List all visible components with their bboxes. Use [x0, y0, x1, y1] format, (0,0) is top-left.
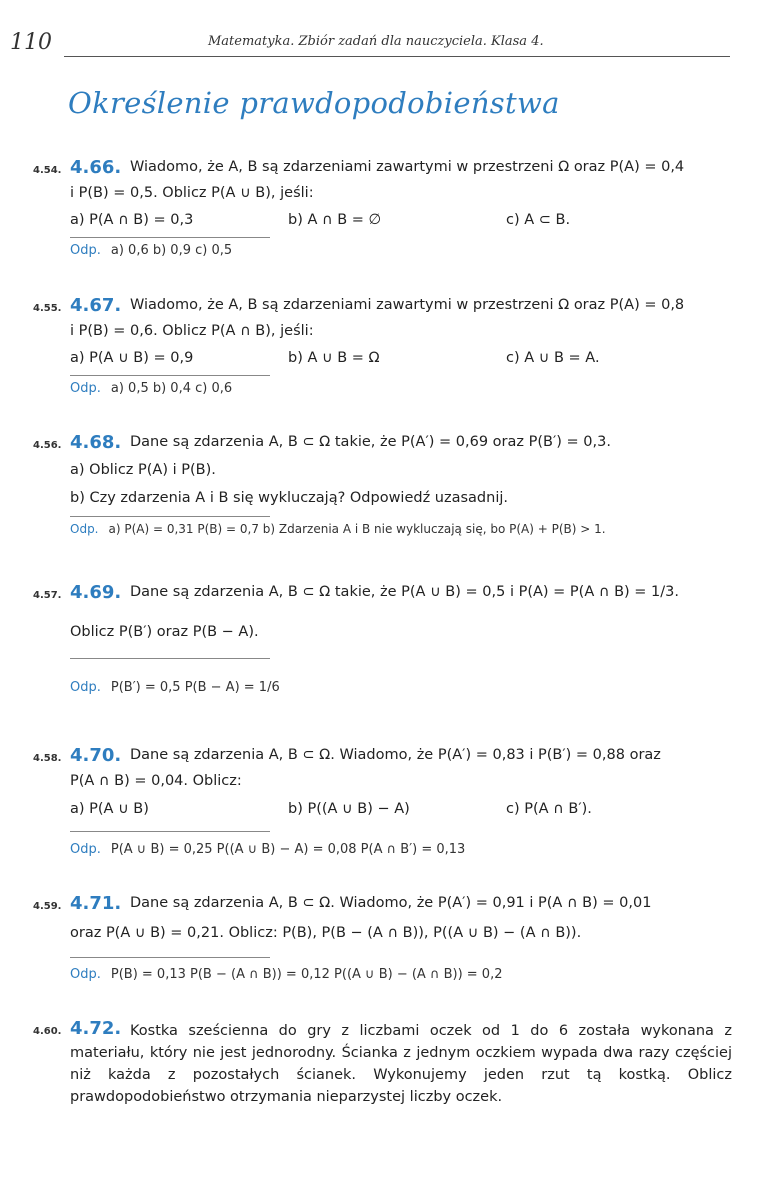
answer-label: Odp. [70, 522, 99, 536]
answer-rule [70, 831, 270, 832]
part-b: b) A ∩ B = ∅ [288, 212, 382, 228]
problem-text-line: Dane są zdarzenia A, B ⊂ Ω takie, że P(A′) = 0,69 oraz P(B′) = 0,3. [130, 434, 611, 450]
problem-text: Kostka sześcienna do gry z liczbami oczek od 1 do 6 została wykonana z materiału, który nie jest jednorodny. Ścianka z jednym oczkiem wypada dwa razy częściej niż każda z pozostałych ścianek. Wykonujemy jeden rzut tą kostką. Oblicz prawdopodobieństwo otrzymania nieparzystej liczby oczek. [70, 1023, 732, 1105]
problem-number: 4.68. [70, 432, 122, 453]
problem-text-line: Wiadomo, że A, B są zdarzeniami zawartymi w przestrzeni Ω oraz P(A) = 0,4 [130, 159, 685, 175]
problem-text-line: a) Oblicz P(A) i P(B). [70, 462, 216, 478]
answer-text: P(A ∪ B) = 0,25 P((A ∪ B) − A) = 0,08 P(A ∩ B′) = 0,13 [110, 842, 466, 857]
answer-rule [70, 237, 270, 238]
problem-text-line: Wiadomo, że A, B są zdarzeniami zawartymi w przestrzeni Ω oraz P(A) = 0,8 [130, 297, 685, 313]
problem-code: 4.55. [33, 303, 62, 314]
problem-number: 4.66. [70, 157, 122, 178]
problem-code: 4.56. [33, 440, 62, 451]
answer-label: Odp. [70, 842, 101, 857]
problem-text-line: Dane są zdarzenia A, B ⊂ Ω takie, że P(A ∪ B) = 0,5 i P(A) = P(A ∩ B) = 1/3. [130, 584, 679, 600]
problem-text-line: P(A ∩ B) = 0,04. Oblicz: [70, 773, 242, 789]
part-c: c) P(A ∩ B′). [506, 801, 592, 817]
problem-number: 4.71. [70, 893, 122, 914]
problem-text-line: Dane są zdarzenia A, B ⊂ Ω. Wiadomo, że P(A′) = 0,91 i P(A ∩ B) = 0,01 [130, 895, 652, 911]
answer [70, 680, 280, 695]
answer-label: Odp. [70, 243, 101, 258]
problem-code: 4.54. [33, 165, 62, 176]
answer-label: Odp. [70, 680, 101, 695]
part-b: b) A ∪ B = Ω [288, 350, 380, 366]
answer-text: a) 0,6 b) 0,9 c) 0,5 [110, 243, 233, 258]
answer-text: a) 0,5 b) 0,4 c) 0,6 [110, 381, 233, 396]
answer [70, 381, 232, 396]
answer-text: P(B′) = 0,5 P(B − A) = 1/6 [110, 680, 280, 695]
answer [70, 842, 465, 857]
part-c: c) A ⊂ B. [506, 212, 571, 228]
answer [70, 522, 606, 536]
answer-rule [70, 658, 270, 659]
section-title: Określenie prawdopodobieństwa [68, 86, 560, 120]
answer-text: a) P(A) = 0,31 P(B) = 0,7 b) Zdarzenia A i B nie wykluczają się, bo P(A) + P(B) > 1. [108, 522, 606, 536]
problem-parts [70, 212, 571, 228]
problem-text-line: b) Czy zdarzenia A i B się wykluczają? Odpowiedź uzasadnij. [70, 490, 508, 506]
answer [70, 967, 502, 982]
answer-label: Odp. [70, 967, 101, 982]
problem-parts [70, 801, 592, 817]
part-c: c) A ∪ B = A. [506, 350, 600, 366]
problem-text-line: i P(B) = 0,6. Oblicz P(A ∩ B), jeśli: [70, 323, 314, 339]
problem-parts [70, 350, 600, 366]
answer-text: P(B) = 0,13 P(B − (A ∩ B)) = 0,12 P((A ∪ B) − (A ∩ B)) = 0,2 [110, 967, 503, 982]
problem-number: 4.70. [70, 745, 122, 766]
page-number: 110 [10, 30, 52, 55]
part-a: a) P(A ∩ B) = 0,3 [70, 212, 194, 228]
part-b: b) P((A ∪ B) − A) [288, 801, 410, 817]
part-a: a) P(A ∪ B) [70, 801, 149, 817]
answer-rule [70, 957, 270, 958]
problem-code: 4.59. [33, 901, 62, 912]
answer-rule [70, 375, 270, 376]
problem-number: 4.69. [70, 582, 122, 603]
problem-code: 4.57. [33, 590, 62, 601]
answer-rule [70, 516, 270, 517]
problem-text-line: i P(B) = 0,5. Oblicz P(A ∪ B), jeśli: [70, 185, 314, 201]
part-a: a) P(A ∪ B) = 0,9 [70, 350, 194, 366]
running-head: Matematyka. Zbiór zadań dla nauczyciela. Klasa 4. [208, 34, 544, 49]
header-rule [64, 56, 730, 57]
problem-code: 4.60. [33, 1026, 62, 1037]
problem-text-line: Oblicz P(B′) oraz P(B − A). [70, 624, 259, 640]
problem-text-line: oraz P(A ∪ B) = 0,21. Oblicz: P(B), P(B − (A ∩ B)), P((A ∪ B) − (A ∩ B)). [70, 925, 582, 941]
problem-number: 4.72. [70, 1018, 122, 1039]
problem-code: 4.58. [33, 753, 62, 764]
answer-label: Odp. [70, 381, 101, 396]
problem-number: 4.67. [70, 295, 122, 316]
answer [70, 243, 232, 258]
problem-text-line: Dane są zdarzenia A, B ⊂ Ω. Wiadomo, że P(A′) = 0,83 i P(B′) = 0,88 oraz [130, 747, 661, 763]
